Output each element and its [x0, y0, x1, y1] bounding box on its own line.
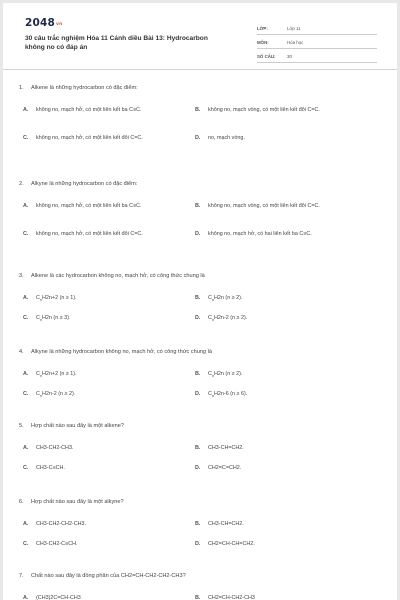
answer-option[interactable] [23, 369, 171, 380]
answer-option[interactable] [23, 443, 171, 454]
option-letter: A. [23, 295, 29, 301]
question-text: Alkene là những hydrocarbon có đặc điểm: [31, 85, 138, 91]
answer-option[interactable] [195, 389, 343, 400]
option-letter: D. [195, 315, 201, 321]
meta-row-class [257, 21, 377, 35]
logo-text: 2048 [25, 17, 56, 29]
question-text: Hợp chất nào sau đây là một alkyne? [31, 499, 124, 505]
option-letter: D. [195, 391, 201, 397]
document-header [25, 17, 375, 69]
answer-option[interactable] [195, 539, 343, 550]
answer-option[interactable] [23, 293, 171, 304]
answer-option[interactable] [195, 133, 343, 144]
answer-option[interactable] [195, 519, 343, 530]
option-text: CH2=C=CH2. [208, 465, 242, 471]
option-text: (CH3)2C=CH-CH3 [36, 595, 81, 600]
question-item [19, 349, 381, 399]
question-number: 3. [19, 273, 24, 279]
answer-option[interactable] [195, 369, 343, 380]
option-letter: A. [23, 595, 29, 600]
option-text: CH3-C≡CH. [36, 465, 65, 471]
question-item [19, 273, 381, 323]
document-meta [257, 21, 377, 63]
meta-key: SỐ CÂU: [257, 54, 276, 59]
option-text: $C_nH2n-2$ (n ≥ 2). [208, 315, 248, 323]
question-item [19, 423, 381, 471]
answer-option[interactable] [23, 133, 171, 144]
option-text: CH3-CH2-CH3. [36, 445, 74, 451]
option-letter: D. [195, 135, 201, 141]
question-number: 2. [19, 181, 24, 187]
option-text: no, mạch vòng. [208, 135, 245, 141]
option-text: CH3-CH2-CH2-CH3. [36, 521, 87, 527]
question-item [19, 85, 381, 141]
logo-suffix: vn [56, 22, 63, 27]
answer-option[interactable] [195, 313, 343, 324]
answer-option[interactable] [195, 593, 343, 600]
question-number: 4. [19, 349, 24, 355]
question-stem [19, 85, 381, 95]
option-text: $C_nH2n+2$ (n ≥ 1). [36, 371, 77, 379]
answer-option[interactable] [195, 105, 343, 116]
meta-key: MÔN: [257, 40, 269, 45]
option-letter: C. [23, 391, 29, 397]
meta-key: LỚP: [257, 26, 268, 31]
option-text: CH3-CH=CH2. [208, 445, 244, 451]
option-letter: A. [23, 521, 29, 527]
option-text: không no, mạch hở, có một liên kết đôi C=C. [36, 135, 143, 141]
option-letter: C. [23, 231, 29, 237]
option-letter: A. [23, 371, 29, 377]
option-text: $C_nH2n$ (n ≥ 2). [208, 295, 243, 303]
question-text: Hợp chất nào sau đây là một alkene? [31, 423, 124, 429]
question-number: 5. [19, 423, 24, 429]
option-letter: D. [195, 541, 201, 547]
answer-option[interactable] [23, 593, 171, 600]
answer-option[interactable] [23, 539, 171, 550]
option-text: không no, mạch vòng, có một liên kết đôi C=C. [208, 203, 320, 209]
question-number: 6. [19, 499, 24, 505]
question-text: Alkene là các hydrocarbon không no, mạch hở, có công thức chung là [31, 273, 205, 279]
answer-option[interactable] [195, 443, 343, 454]
answer-option[interactable] [23, 519, 171, 530]
option-letter: C. [23, 541, 29, 547]
option-letter: B. [195, 521, 201, 527]
option-letter: B. [195, 107, 201, 113]
option-text: không no, mạch hở, có hai liên kết ba C≡C. [208, 231, 312, 237]
answer-option[interactable] [23, 389, 171, 400]
document-title: 30 câu trắc nghiệm Hóa 11 Cánh diều Bài 13: Hydrocarbon không no có đáp án [25, 35, 208, 51]
option-text: $C_nH2n$ (n ≥ 3). [36, 315, 71, 323]
option-letter: B. [195, 203, 201, 209]
answer-option[interactable] [23, 463, 171, 474]
answer-option[interactable] [195, 201, 343, 212]
meta-value: Lớp 11 [287, 26, 301, 31]
option-letter: B. [195, 295, 201, 301]
answer-option[interactable] [23, 313, 171, 324]
meta-row-subject [257, 35, 377, 49]
answer-option[interactable] [23, 105, 171, 116]
question-stem [19, 423, 381, 433]
option-text: không no, mạch hở, có một liên kết ba C≡C. [36, 203, 142, 209]
option-text: $C_nH2n$ (n ≥ 2). [208, 371, 243, 379]
question-stem [19, 273, 381, 283]
question-item [19, 181, 381, 237]
question-stem [19, 573, 381, 583]
question-text: Alkyne là những hydrocarbon không no, mạch hở, có công thức chung là [31, 349, 212, 355]
question-stem [19, 349, 381, 359]
answer-option[interactable] [195, 229, 343, 240]
option-letter: B. [195, 595, 201, 600]
option-letter: A. [23, 445, 29, 451]
question-item [19, 499, 381, 547]
answer-option[interactable] [195, 293, 343, 304]
option-text: không no, mạch hở, có một liên kết đôi C=C. [36, 231, 143, 237]
option-letter: C. [23, 465, 29, 471]
option-text: $C_nH2n-6$ (n ≥ 6). [208, 391, 248, 399]
meta-row-count [257, 49, 377, 63]
question-stem [19, 499, 381, 509]
option-letter: D. [195, 231, 201, 237]
option-text: không no, mạch hở, có một liên kết ba C≡C. [36, 107, 142, 113]
document-page [3, 3, 397, 600]
option-text: CH3-CH2-C≡CH. [36, 541, 78, 547]
option-text: CH3-CH=CH2. [208, 521, 244, 527]
answer-option[interactable] [23, 229, 171, 240]
question-text: Alkyne là những hydrocarbon có đặc điểm: [31, 181, 138, 187]
option-text: không no, mạch vòng, có một liên kết đôi C=C. [208, 107, 320, 113]
question-item [19, 573, 381, 600]
option-letter: C. [23, 315, 29, 321]
question-text: Chất nào sau đây là đồng phân của CH2=CH-CH2-CH2-CH3? [31, 573, 186, 579]
answer-option[interactable] [195, 463, 343, 474]
option-letter: A. [23, 203, 29, 209]
option-text: $C_nH2n+2$ (n ≥ 1). [36, 295, 77, 303]
option-text: CH2=CH-CH=CH2. [208, 541, 255, 547]
meta-value: Hóa học [287, 40, 304, 45]
question-number: 7. [19, 573, 24, 579]
option-letter: B. [195, 371, 201, 377]
option-letter: C. [23, 135, 29, 141]
option-text: $C_nH2n-2$ (n ≥ 2). [36, 391, 76, 399]
header-divider [3, 69, 397, 70]
answer-option[interactable] [23, 201, 171, 212]
option-letter: B. [195, 445, 201, 451]
option-letter: A. [23, 107, 29, 113]
question-stem [19, 181, 381, 191]
option-letter: D. [195, 465, 201, 471]
question-number: 1. [19, 85, 24, 91]
option-text: CH2=CH-CH2-CH3 [208, 595, 255, 600]
meta-value: 30 [287, 54, 292, 59]
